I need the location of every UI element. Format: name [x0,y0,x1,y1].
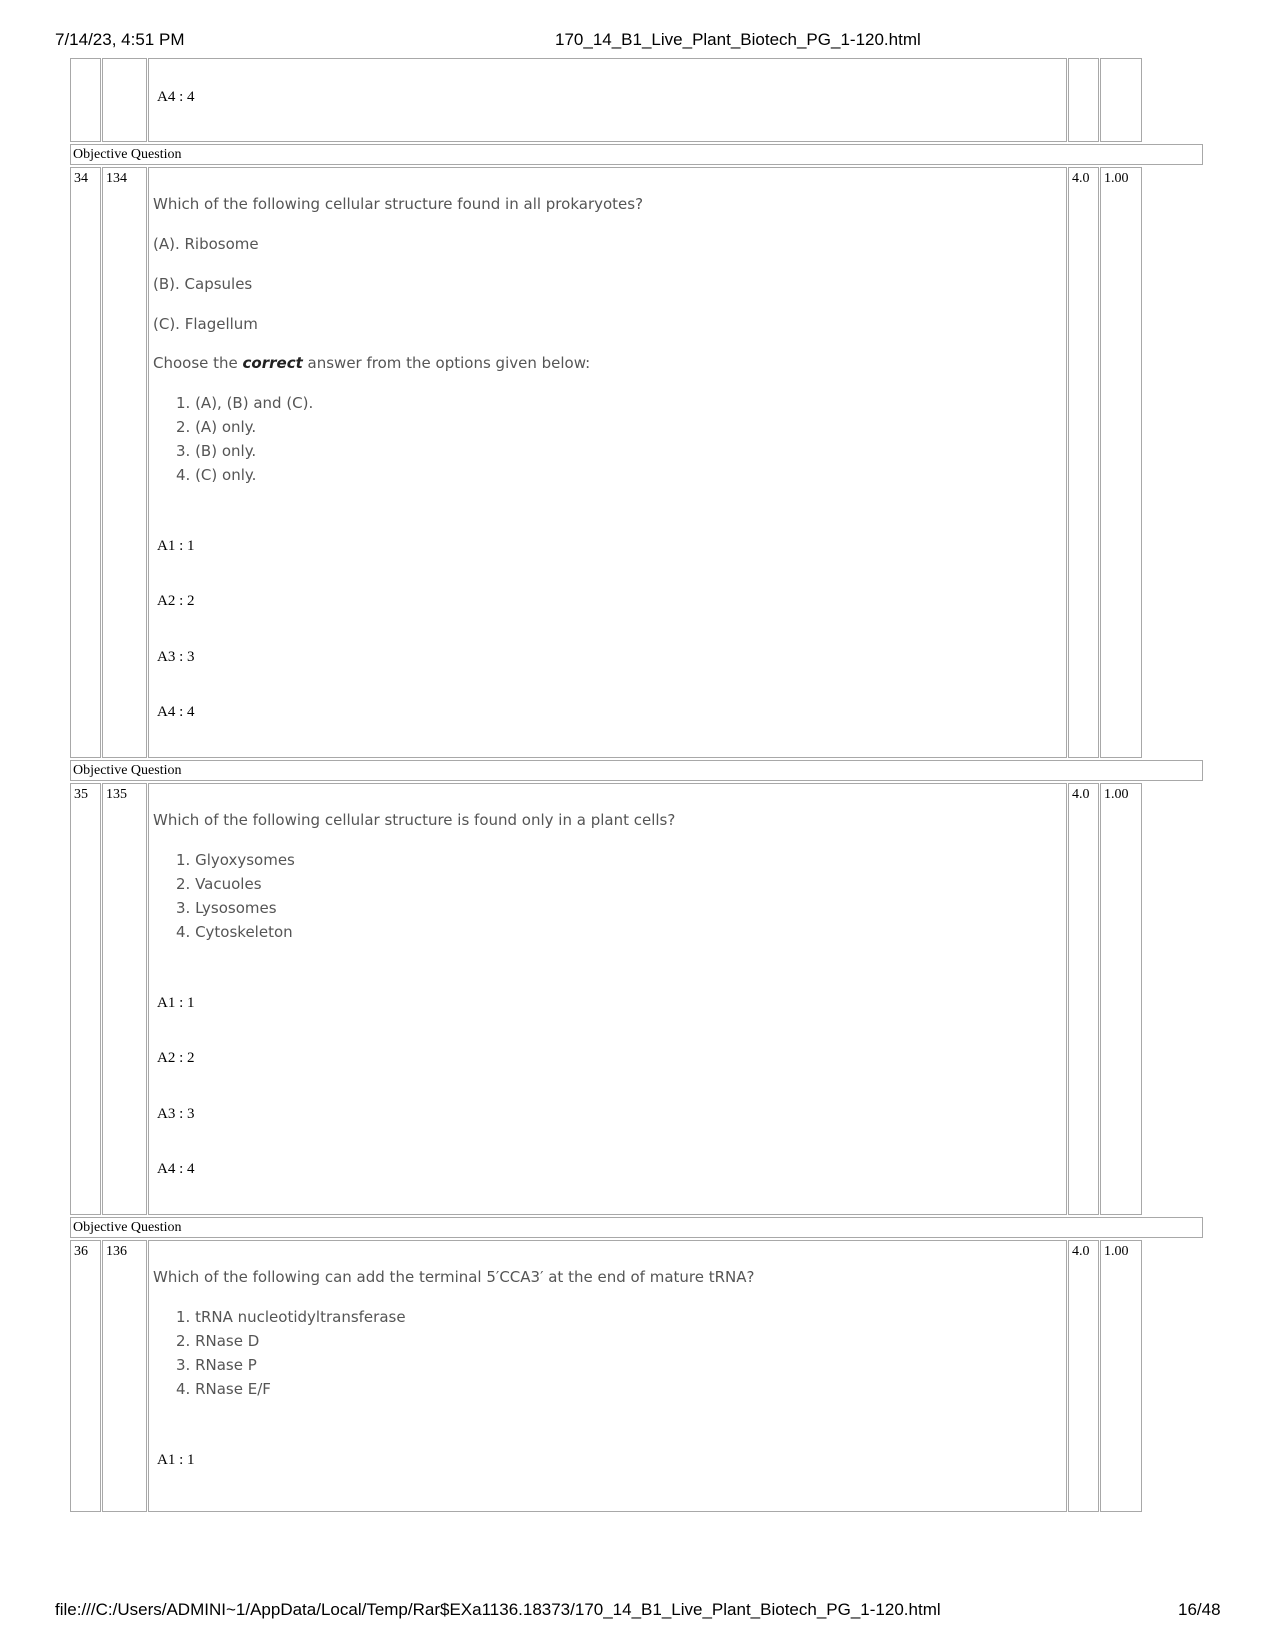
negative-marks-cell: 1.00 [1100,1240,1142,1512]
option-item: 1. Glyoxysomes [176,851,295,869]
answer-option: A2 : 2 [157,1050,195,1066]
question-text: Which of the following cellular structure is found only in a plant cells? [153,811,676,829]
answer-option: A4 : 4 [157,1161,195,1177]
marks-cell: 4.0 [1068,1240,1099,1512]
statement: (C). Flagellum [153,315,258,333]
section-label: Objective Question [70,1217,1203,1238]
sno-cell: 36 [70,1240,101,1512]
statement: (B). Capsules [153,275,253,293]
option-item: 3. (B) only. [176,442,257,460]
marks-cell: 4.0 [1068,783,1099,1215]
answer-option: A3 : 3 [157,649,195,665]
answer-option: A1 : 1 [157,995,195,1011]
answer-option: A1 : 1 [157,1452,195,1468]
question-text: Which of the following can add the terminal 5′CCA3′ at the end of mature tRNA? [153,1268,755,1286]
sno-cell: 35 [70,783,101,1215]
print-title: 170_14_B1_Live_Plant_Biotech_PG_1-120.html [555,30,921,49]
option-item: 2. Vacuoles [176,875,262,893]
answer-option: A4 : 4 [157,89,195,105]
section-label: Objective Question [70,760,1203,781]
qid-cell [102,58,147,142]
qid-cell: 135 [102,783,147,1215]
instruction-suffix: answer from the options given below: [302,354,591,372]
question-cell [148,1240,1067,1512]
instruction-emphasis: correct [242,354,303,372]
question-cell [148,58,1067,142]
question-cell [148,783,1067,1215]
sno-cell: 34 [70,167,101,758]
statement: (A). Ribosome [153,235,259,253]
option-item: 2. (A) only. [176,418,257,436]
option-item: 1. (A), (B) and (C). [176,394,314,412]
print-file-path: file:///C:/Users/ADMINI~1/AppData/Local/Temp/Rar$EXa1136.18373/170_14_B1_Live_Plant_Biotech_PG_1-120.html [55,1600,941,1619]
option-item: 1. tRNA nucleotidyltransferase [176,1308,406,1326]
section-label: Objective Question [70,144,1203,165]
marks-cell: 4.0 [1068,167,1099,758]
answer-option: A1 : 1 [157,538,195,554]
negative-marks-cell: 1.00 [1100,783,1142,1215]
option-item: 2. RNase D [176,1332,260,1350]
option-item: 3. Lysosomes [176,899,277,917]
answer-option: A2 : 2 [157,593,195,609]
sno-cell [70,58,101,142]
instruction-text [153,354,590,372]
question-text: Which of the following cellular structure found in all prokaryotes? [153,195,644,213]
marks-cell [1068,58,1099,142]
answer-option: A4 : 4 [157,704,195,720]
qid-cell: 136 [102,1240,147,1512]
instruction-prefix: Choose the [153,354,243,372]
answer-option: A3 : 3 [157,1106,195,1122]
option-item: 4. (C) only. [176,466,257,484]
print-datetime: 7/14/23, 4:51 PM [55,30,185,49]
page-number: 16/48 [1178,1600,1221,1619]
question-cell [148,167,1067,758]
option-item: 4. RNase E/F [176,1380,271,1398]
qid-cell: 134 [102,167,147,758]
option-item: 3. RNase P [176,1356,257,1374]
negative-marks-cell [1100,58,1142,142]
negative-marks-cell: 1.00 [1100,167,1142,758]
option-item: 4. Cytoskeleton [176,923,293,941]
